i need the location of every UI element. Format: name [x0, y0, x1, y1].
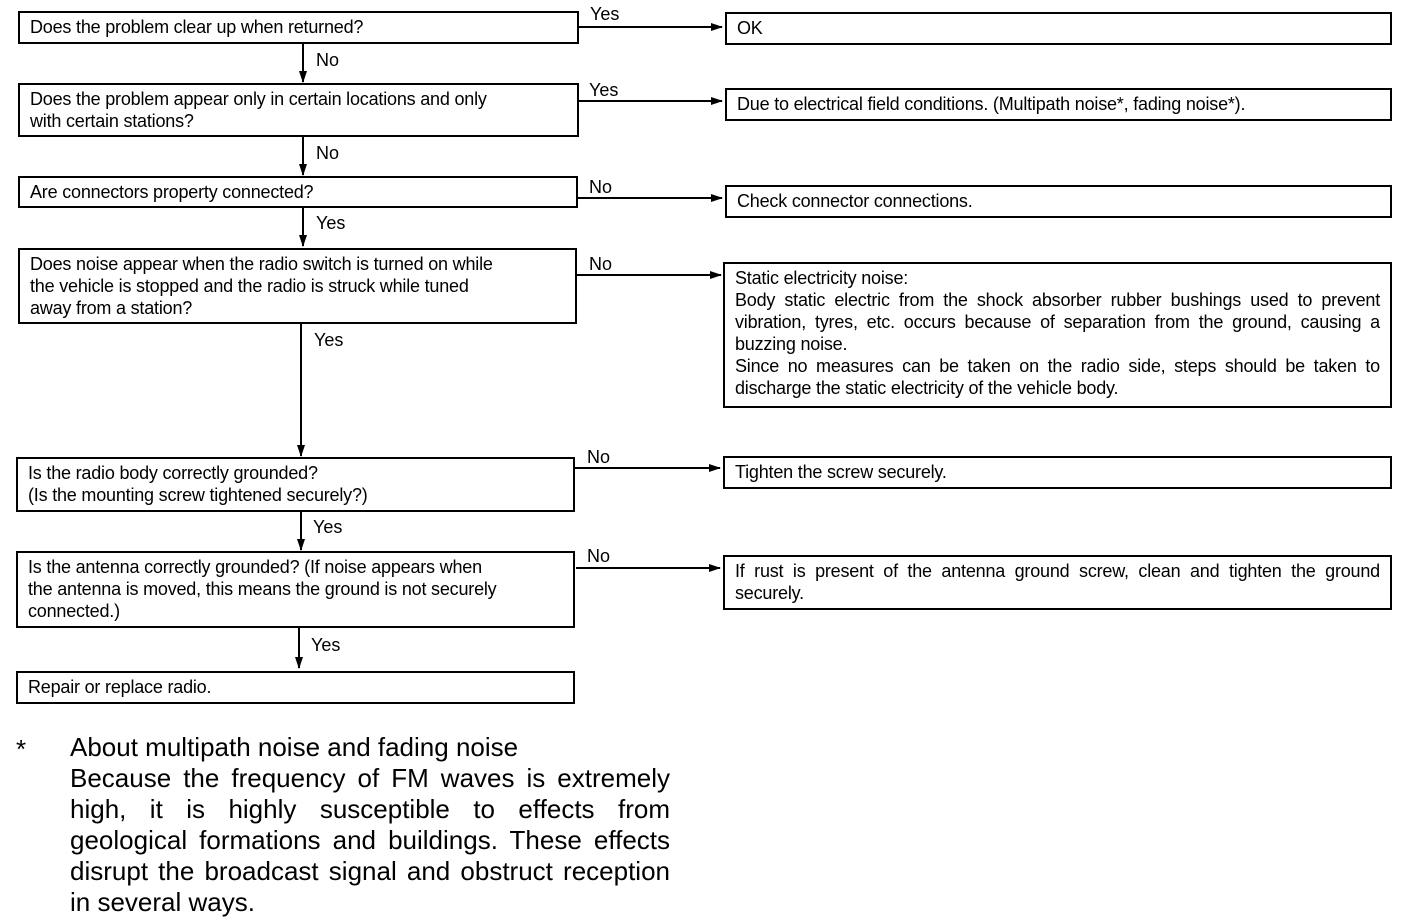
branch-label-q5-side: No	[587, 447, 611, 467]
result-box-r6: If rust is present of the antenna ground screw, clean and tighten the ground securely.	[723, 555, 1392, 610]
question-box-q3: Are connectors property connected?	[18, 176, 578, 208]
footnote-title: About multipath noise and fading noise	[70, 732, 519, 762]
question-box-q2: Does the problem appear only in certain locations and only with certain stations?	[18, 83, 579, 137]
question-box-q1: Does the problem clear up when returned?	[18, 11, 579, 44]
branch-label-q1-side: Yes	[590, 4, 620, 24]
result-box-r1: OK	[725, 12, 1392, 45]
result-box-r2: Due to electrical field conditions. (Multipath noise*, fading noise*).	[725, 88, 1392, 121]
footnote	[70, 732, 670, 918]
branch-label-q4-down: Yes	[314, 330, 344, 350]
branch-label-q2-down: No	[316, 143, 340, 163]
branch-label-q6-side: No	[587, 546, 611, 566]
branch-label-q5-down: Yes	[313, 517, 343, 537]
result-box-r5: Tighten the screw securely.	[723, 456, 1392, 489]
branch-label-q3-side: No	[589, 177, 613, 197]
branch-label-q6-down: Yes	[311, 635, 341, 655]
footnote-marker: *	[16, 734, 27, 764]
question-box-q7: Repair or replace radio.	[16, 671, 575, 704]
question-box-q6: Is the antenna correctly grounded? (If noise appears when the antenna is moved, this means the ground is not securely connected.)	[16, 551, 575, 628]
question-box-q5: Is the radio body correctly grounded? (Is the mounting screw tightened securely?)	[16, 457, 575, 512]
result-box-r4: Static electricity noise: Body static electric from the shock absorber rubber bushings used to prevent vibration, tyres, etc. occurs because of separation from the ground, causing a buzzing noise. Since no measures can be taken on the radio side, steps should be taken to discharge the static electricity of the vehicle body.	[723, 262, 1392, 408]
branch-label-q2-side: Yes	[589, 80, 619, 100]
branch-label-q1-down: No	[316, 50, 340, 70]
branch-label-q3-down: Yes	[316, 213, 346, 233]
result-box-r3: Check connector connections.	[725, 185, 1392, 218]
question-box-q4: Does noise appear when the radio switch is turned on while the vehicle is stopped and the radio is struck while tuned away from a station?	[18, 248, 577, 324]
branch-label-q4-side: No	[589, 254, 613, 274]
footnote-body: Because the frequency of FM waves is extremely high, it is highly susceptible to effects from geological formations and buildings. These effects disrupt the broadcast signal and obstruct reception in several ways.	[70, 763, 670, 917]
